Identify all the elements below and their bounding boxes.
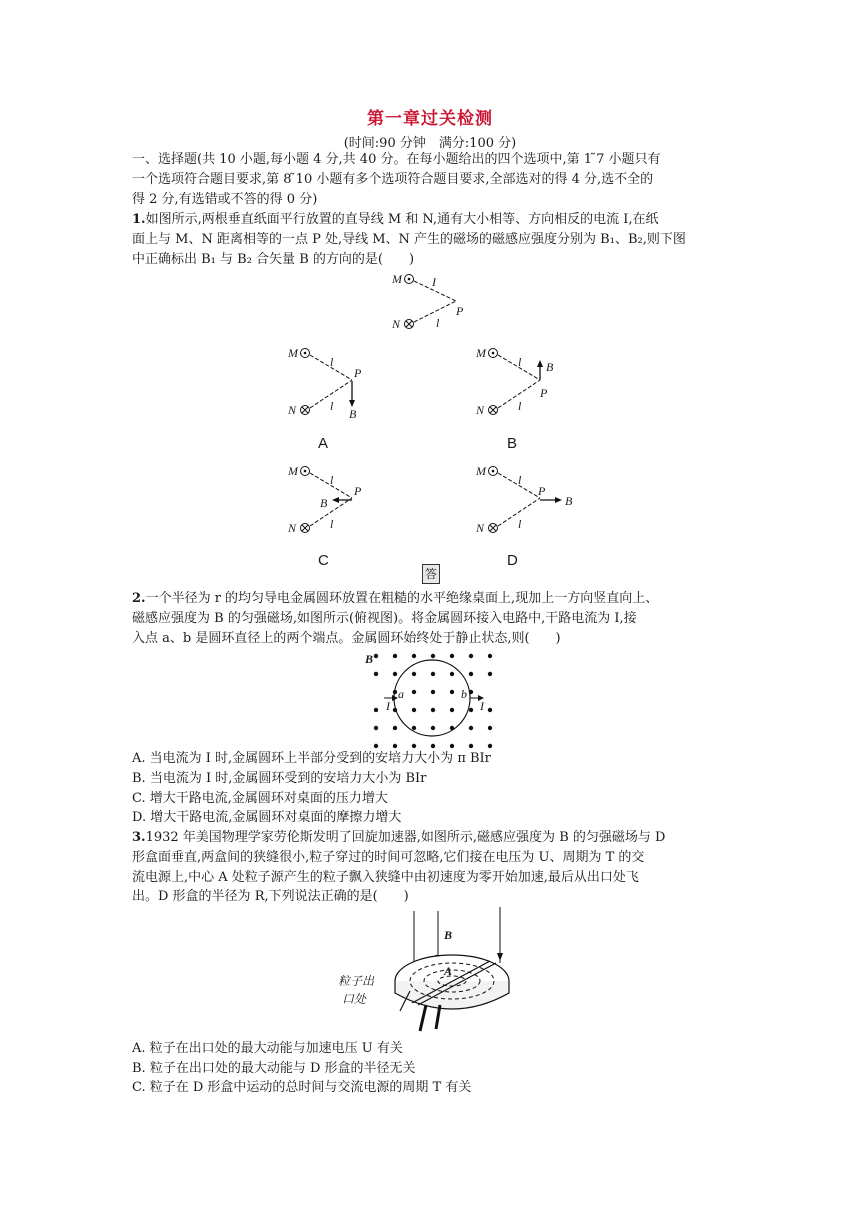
svg-text:l: l: [330, 399, 334, 413]
q1-option-d-label: D: [507, 552, 518, 569]
svg-text:l: l: [436, 316, 440, 330]
svg-text:l: l: [330, 473, 334, 487]
wire-m-label: M: [392, 272, 402, 286]
q2-ring-figure: [362, 650, 502, 750]
q3-option-b: B. 粒子在出口处的最大动能与 D 形盒的半径无关: [132, 1061, 416, 1076]
field-dot: [374, 708, 378, 712]
field-dot: [431, 672, 435, 676]
q1-option-d-figure: [474, 462, 584, 542]
field-dot: [488, 744, 492, 748]
q3-line: 3.1932 年美国物理学家劳伦斯发明了回旋加速器,如图所示,磁感应强度为 B 的匀强磁场与 D: [132, 830, 666, 845]
svg-text:I: I: [432, 275, 436, 289]
q2-option-b: B. 当电流为 I 时,金属圆环受到的安培力大小为 BIr: [132, 771, 427, 786]
field-dot: [488, 726, 492, 730]
field-dot: [431, 708, 435, 712]
b-arrow-up-icon: [537, 360, 543, 367]
q2-option-a: A. 当电流为 I 时,金属圆环上半部分受到的安培力大小为 π BIr: [132, 751, 491, 766]
svg-text:I: I: [386, 699, 390, 713]
field-dot: [450, 654, 454, 658]
svg-text:P: P: [354, 366, 362, 380]
svg-text:l: l: [330, 355, 334, 369]
q2-line: 磁感应强度为 B 的匀强磁场,如图所示(俯视图)。将金属圆环接入电路中,干路电流为 I,接: [132, 611, 637, 626]
svg-text:l: l: [518, 399, 522, 413]
field-dot: [469, 726, 473, 730]
svg-text:N: N: [476, 521, 485, 535]
section-intro-line: 一个选项符合题目要求,第 8 ̃10 小题有多个选项符合题目要求,全部选对的得 4 分,选不全的: [132, 172, 654, 187]
answer-button[interactable]: 答: [422, 564, 440, 584]
field-dot: [412, 690, 416, 694]
q1-option-b-label: B: [507, 435, 518, 452]
svg-text:I: I: [480, 699, 484, 713]
point-p-label: P: [456, 304, 464, 318]
field-dot: [374, 744, 378, 748]
svg-text:M: M: [288, 346, 298, 360]
svg-text:l: l: [518, 517, 522, 531]
q1-number: 1.: [132, 212, 146, 227]
q2-line: 2.一个半径为 r 的均匀导电金属圆环放置在粗糙的水平绝缘桌面上,现加上一方向竖直向上、: [132, 591, 659, 606]
field-dot: [412, 708, 416, 712]
exam-time-score: (时间:90 分钟 满分:100 分): [343, 136, 517, 151]
q2-number: 2.: [132, 591, 146, 606]
exit-label: 粒子出: [338, 974, 375, 988]
field-dot: [450, 708, 454, 712]
svg-text:B: B: [546, 360, 554, 374]
svg-text:P: P: [538, 484, 546, 498]
q2-option-c: C. 增大干路电流,金属圆环对桌面的压力增大: [132, 791, 388, 806]
field-dot: [393, 744, 397, 748]
field-dot: [393, 672, 397, 676]
magnetic-field-dots: [374, 654, 492, 748]
field-dot: [469, 708, 473, 712]
field-dot: [469, 654, 473, 658]
field-dot: [393, 726, 397, 730]
b-arrow-left-icon: [332, 497, 339, 503]
svg-text:N: N: [288, 403, 297, 417]
field-b-label: B: [365, 652, 374, 666]
section-intro-line: 一、选择题(共 10 小题,每小题 4 分,共 40 分。在每小题给出的四个选项中,第 1 ̃7 小题只有: [132, 152, 661, 167]
section-intro-line: 得 2 分,有选错或不答的得 0 分): [132, 192, 318, 207]
svg-text:P: P: [540, 386, 548, 400]
q1-main-figure: [390, 270, 480, 332]
svg-text:M: M: [476, 464, 486, 478]
svg-text:l: l: [518, 473, 522, 487]
exit-label: 口处: [342, 992, 367, 1006]
field-dot: [374, 672, 378, 676]
field-dot: [374, 726, 378, 730]
svg-text:B: B: [320, 496, 328, 510]
field-dot: [412, 672, 416, 676]
field-dot: [431, 690, 435, 694]
field-dot: [412, 744, 416, 748]
q1-option-a-label: A: [318, 435, 329, 452]
svg-text:l: l: [518, 355, 522, 369]
field-dot: [374, 654, 378, 658]
field-dot: [431, 744, 435, 748]
page-title: 第一章过关检测: [367, 109, 493, 129]
metal-ring: [394, 660, 470, 736]
field-dot: [431, 654, 435, 658]
svg-text:M: M: [476, 346, 486, 360]
svg-text:M: M: [288, 464, 298, 478]
point-a-label: a: [398, 687, 404, 701]
q3-line: 形盒面垂直,两盒间的狭缝很小,粒子穿过的时间可忽略,它们接在电压为 U、周期为 T 的交: [132, 850, 645, 865]
b-arrow-right-icon: [555, 497, 562, 503]
svg-text:P: P: [354, 484, 362, 498]
wire-n-label: N: [392, 317, 401, 331]
q2-option-d: D. 增大干路电流,金属圆环对桌面的摩擦力增大: [132, 810, 402, 825]
q1-option-b-figure: [474, 344, 564, 424]
field-dot: [469, 672, 473, 676]
q1-line: 1.如图所示,两根垂直纸面平行放置的直导线 M 和 N,通有大小相等、方向相反的电流 I,在纸: [132, 212, 659, 227]
q3-cyclotron-figure: [340, 905, 530, 1037]
q1-option-c-label: C: [318, 552, 329, 569]
q1-line: 面上与 M、N 距离相等的一点 P 处,导线 M、N 产生的磁场的磁感应强度分别为 B₁、B₂,则下图: [132, 232, 686, 247]
svg-text:B: B: [565, 494, 573, 508]
field-dot: [469, 744, 473, 748]
q1-option-c-figure: [286, 462, 376, 542]
field-dot: [450, 744, 454, 748]
b-arrow-down-icon: [349, 400, 355, 407]
field-dot: [450, 690, 454, 694]
q1-line: 中正确标出 B₁ 与 B₂ 合矢量 B 的方向的是( ): [132, 252, 415, 267]
q2-line: 入点 a、b 是圆环直径上的两个端点。金属圆环始终处于静止状态,则( ): [132, 631, 561, 646]
svg-text:N: N: [476, 403, 485, 417]
source-a-label: A: [444, 964, 453, 978]
field-dot: [488, 672, 492, 676]
svg-text:l: l: [330, 517, 334, 531]
field-dot: [488, 654, 492, 658]
field-dot: [488, 708, 492, 712]
field-dot: [450, 672, 454, 676]
d-box-side: [395, 981, 509, 1009]
q3-option-c: C. 粒子在 D 形盒中运动的总时间与交流电源的周期 T 有关: [132, 1080, 472, 1095]
q3-line: 流电源上,中心 A 处粒子源产生的粒子飘入狭缝中由初速度为零开始加速,最后从出口处飞: [132, 870, 639, 885]
field-b-label: B: [444, 928, 453, 942]
field-dot: [431, 726, 435, 730]
field-dot: [412, 726, 416, 730]
svg-text:B: B: [349, 407, 357, 421]
field-dot: [412, 654, 416, 658]
q3-number: 3.: [132, 830, 146, 845]
point-b-label: b: [461, 687, 467, 701]
q3-line: 出。D 形盒的半径为 R,下列说法正确的是( ): [132, 889, 409, 904]
q1-option-a-figure: [286, 344, 376, 424]
field-dot: [393, 654, 397, 658]
svg-text:N: N: [288, 521, 297, 535]
q3-option-a: A. 粒子在出口处的最大动能与加速电压 U 有关: [132, 1041, 403, 1056]
